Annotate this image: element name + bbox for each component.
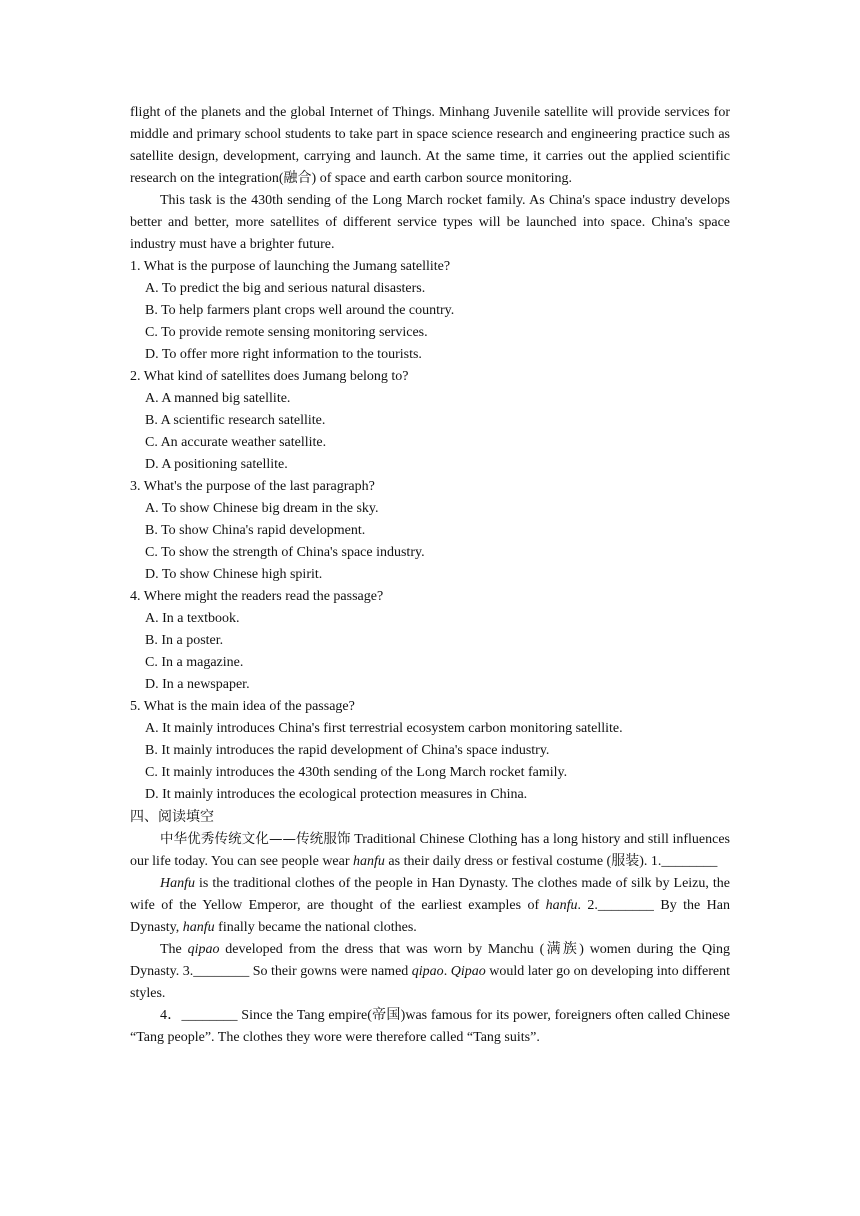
answer-option: A. To show Chinese big dream in the sky.	[145, 501, 379, 516]
italic-term: qipao	[187, 942, 220, 957]
answer-option: B. To help farmers plant crops well around the country.	[145, 303, 455, 318]
passage-paragraph: This task is the 430th sending of the Long March rocket family. As China's space industry develops better and better, more satellites of different service types will be launched into space. China's space industry must have a brighter future.	[130, 193, 730, 252]
answer-option: B. To show China's rapid development.	[145, 523, 366, 538]
cloze-paragraph	[130, 873, 730, 939]
text-run: is the traditional clothes of the people in Han Dynasty. The clothes made of silk by Leizu, the wife of the Yellow Emperor, are thought of the earliest examples of	[130, 876, 730, 913]
answer-option: D. A positioning satellite.	[145, 457, 288, 472]
text-run: developed from the dress that was worn by Manchu (满族) women during the Qing Dynasty. 3.________ So their gowns were named	[130, 942, 730, 979]
answer-option: B. A scientific research satellite.	[145, 413, 326, 428]
document-page	[130, 102, 730, 1049]
italic-term: hanfu	[545, 898, 578, 913]
text-run: Traditional Chinese Clothing has a long history and still influences our life today. You can see people wear	[130, 832, 731, 869]
answer-option: A. In a textbook.	[145, 611, 240, 626]
question-block	[130, 476, 730, 586]
italic-term: Qipao	[450, 964, 486, 979]
italic-term: Hanfu	[160, 876, 195, 891]
question-text: 2. What kind of satellites does Jumang belong to?	[130, 369, 409, 384]
question-block	[130, 256, 730, 366]
cloze-paragraph	[130, 828, 730, 873]
answer-option: D. It mainly introduces the ecological protection measures in China.	[145, 787, 528, 802]
question-block	[130, 366, 730, 476]
answer-option: C. It mainly introduces the 430th sending of the Long March rocket family.	[145, 765, 568, 780]
italic-term: qipao	[411, 964, 444, 979]
text-run: .	[443, 964, 451, 979]
answer-option: A. It mainly introduces China's first terrestrial ecosystem carbon monitoring satellite.	[145, 721, 623, 736]
question-block	[130, 696, 730, 806]
text-run: as their daily dress or festival costume (服装). 1.________	[384, 854, 718, 869]
answer-option: B. In a poster.	[145, 633, 224, 648]
cloze-topic: 中华优秀传统文化——传统服饰	[160, 831, 351, 847]
answer-option: D. In a newspaper.	[145, 677, 250, 692]
question-block	[130, 586, 730, 696]
text-run: finally became the national clothes.	[214, 920, 417, 935]
text-run: . 2.________ By the Han Dynasty,	[130, 898, 730, 935]
answer-option: C. To provide remote sensing monitoring services.	[145, 325, 428, 340]
question-text: 1. What is the purpose of launching the Jumang satellite?	[130, 259, 451, 274]
cloze-paragraph	[130, 939, 730, 1005]
italic-term: hanfu	[353, 854, 385, 869]
text-run: The	[160, 942, 188, 957]
answer-option: C. In a magazine.	[145, 655, 244, 670]
text-run: would later go on developing into different styles.	[130, 964, 731, 1001]
answer-option: B. It mainly introduces the rapid development of China's space industry.	[145, 743, 550, 758]
answer-option: D. To show Chinese high spirit.	[145, 567, 323, 582]
question-text: 3. What's the purpose of the last paragraph?	[130, 479, 375, 494]
answer-option: D. To offer more right information to the tourists.	[145, 347, 422, 362]
answer-option: A. To predict the big and serious natural disasters.	[145, 281, 426, 296]
question-text: 5. What is the main idea of the passage?	[130, 699, 355, 714]
italic-term: hanfu	[182, 920, 215, 935]
section-heading: 四、阅读填空	[130, 809, 214, 825]
answer-option: C. An accurate weather satellite.	[145, 435, 327, 450]
passage-paragraph: flight of the planets and the global Internet of Things. Minhang Juvenile satellite will provide services for middle and primary school students to take part in space science research and engineering practice such as satellite design, development, carrying and launch. At the same time, it carries out the applied scientific research on the integration(融合) of space and earth carbon source monitoring.	[130, 105, 730, 186]
question-text: 4. Where might the readers read the passage?	[130, 589, 384, 604]
cloze-paragraph: 4．________ Since the Tang empire(帝国)was famous for its power, foreigners often called Chinese “Tang people”. The clothes they wore were therefore called “Tang suits”.	[130, 1008, 730, 1045]
answer-option: C. To show the strength of China's space industry.	[145, 545, 425, 560]
answer-option: A. A manned big satellite.	[145, 391, 291, 406]
